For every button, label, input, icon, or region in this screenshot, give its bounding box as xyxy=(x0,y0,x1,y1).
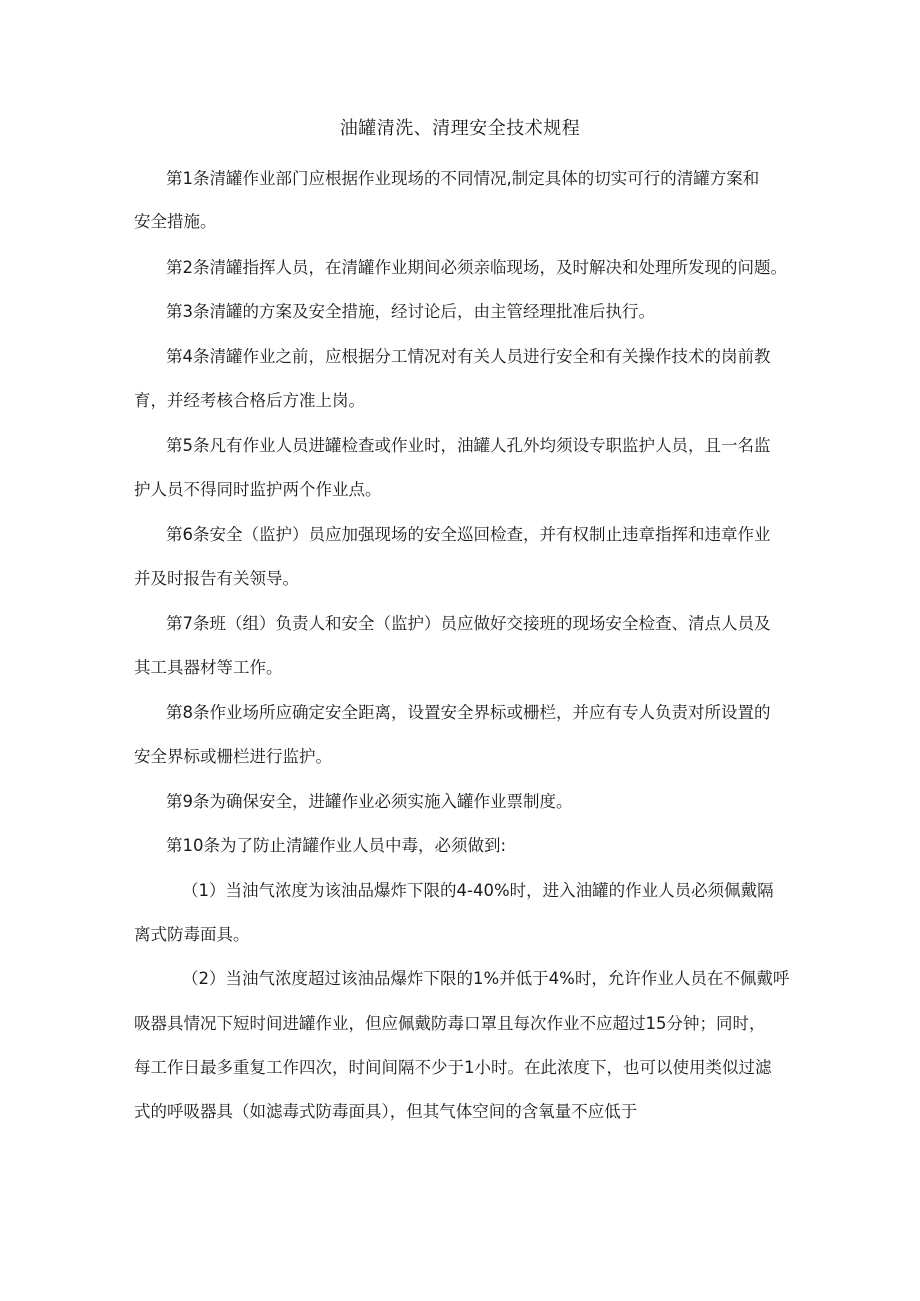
paragraph-line: 安全界标或栅栏进行监护。 xyxy=(134,747,332,766)
paragraph-line: 第8条作业场所应确定安全距离，设置安全界标或栅栏，并应有专人负责对所设置的 xyxy=(166,703,771,722)
paragraph-line: 第3条清罐的方案及安全措施，经讨论后，由主管经理批准后执行。 xyxy=(166,302,655,321)
paragraph-line: 第5条凡有作业人员进罐检查或作业时，油罐人孔外均须设专职监护人员，且一名监 xyxy=(166,436,771,455)
paragraph-line: 其工具器材等工作。 xyxy=(134,658,283,677)
paragraph-line: 育，并经考核合格后方准上岗。 xyxy=(134,391,365,410)
paragraph-line: 第10条为了防止清罐作业人员中毒，必须做到: xyxy=(166,836,507,855)
paragraph-line: 第4条清罐作业之前，应根据分工情况对有关人员进行安全和有关操作技术的岗前教 xyxy=(166,347,771,366)
paragraph-line: 离式防毒面具。 xyxy=(134,925,250,944)
paragraph-line: 并及时报告有关领导。 xyxy=(134,569,299,588)
paragraph-line: （1）当油气浓度为该油品爆炸下限的4-40%时，进入油罐的作业人员必须佩戴隔 xyxy=(182,881,774,900)
paragraph-line: （2）当油气浓度超过该油品爆炸下限的1%并低于4%时，允许作业人员在不佩戴呼 xyxy=(182,969,790,988)
paragraph-line: 护人员不得同时监护两个作业点。 xyxy=(134,480,382,499)
paragraph-line: 式的呼吸器具（如滤毒式防毒面具），但其气体空间的含氧量不应低于 xyxy=(134,1102,638,1121)
paragraph-line: 第9条为确保安全，进罐作业必须实施入罐作业票制度。 xyxy=(166,792,573,811)
paragraph-line: 吸器具情况下短时间进罐作业，但应佩戴防毒口罩且每次作业不应超过15分钟；同时， xyxy=(134,1014,766,1033)
paragraph-line: 第7条班（组）负责人和安全（监护）员应做好交接班的现场安全检查、清点人员及 xyxy=(166,614,771,633)
paragraph-line: 安全措施。 xyxy=(134,212,217,231)
paragraph-line: 第1条清罐作业部门应根据作业现场的不同情况,制定具体的切实可行的清罐方案和 xyxy=(166,169,760,188)
paragraph-line: 每工作日最多重复工作四次，时间间隔不少于1小时。在此浓度下，也可以使用类似过滤 xyxy=(134,1058,772,1077)
paragraph-line: 第2条清罐指挥人员，在清罐作业期间必须亲临现场，及时解决和处理所发现的问题。 xyxy=(166,258,787,277)
paragraph-line: 第6条安全（监护）员应加强现场的安全巡回检查，并有权制止违章指挥和违章作业 xyxy=(166,525,771,544)
document-title: 油罐清洗、清理安全技术规程 xyxy=(339,118,581,139)
